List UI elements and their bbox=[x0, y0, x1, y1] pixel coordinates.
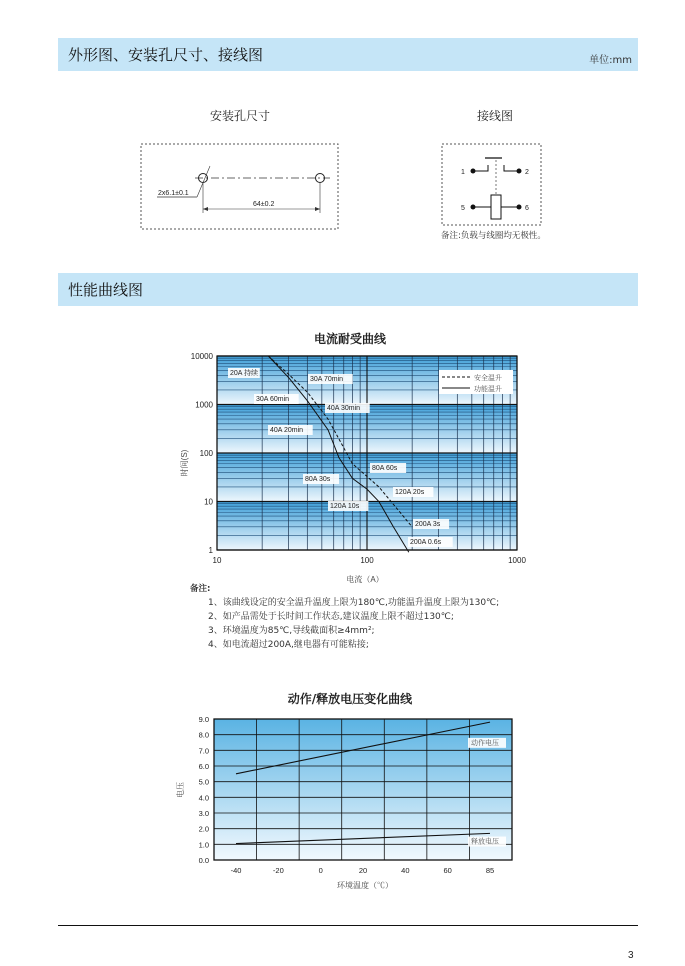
pin-2: 2 bbox=[525, 169, 529, 176]
legend-entry: 功能温升 bbox=[474, 386, 502, 393]
legend-entry: 安全温升 bbox=[474, 375, 502, 382]
section-header-dimensions bbox=[58, 38, 638, 71]
chart1-title: 电流耐受曲线 bbox=[313, 332, 386, 346]
annotation-label: 80A 30s bbox=[305, 476, 331, 483]
y-tick-label: 7.0 bbox=[198, 746, 209, 756]
pin-1: 1 bbox=[461, 169, 465, 176]
note-item: 1、该曲线设定的安全温升温度上限为180℃,功能温升温度上限为130℃; bbox=[208, 598, 500, 608]
y-tick-label: 9.0 bbox=[198, 715, 209, 724]
notes-block bbox=[190, 582, 499, 652]
hole-spacing-label: 64±0.2 bbox=[253, 201, 275, 208]
x-tick-label: 60 bbox=[443, 866, 452, 875]
annotation-label: 40A 30min bbox=[327, 405, 361, 412]
x-tick-label: 100 bbox=[360, 556, 374, 565]
y-tick-label: 1 bbox=[208, 546, 213, 555]
hole-size-label: 2x6.1±0.1 bbox=[158, 190, 189, 197]
annotation-label: 120A 10s bbox=[330, 503, 360, 510]
wiring-title: 接线图 bbox=[476, 109, 513, 123]
mounting-title: 安装孔尺寸 bbox=[209, 109, 270, 123]
annotation-label: 30A 60min bbox=[256, 396, 290, 403]
y-tick-label: 10000 bbox=[190, 352, 213, 361]
annotation-label: 40A 20min bbox=[270, 427, 304, 434]
x-tick-label: 40 bbox=[401, 866, 410, 875]
section-title: 外形图、安装孔尺寸、接线图 bbox=[68, 46, 264, 64]
y-tick-label: 10 bbox=[204, 497, 213, 507]
x-tick-label: 0 bbox=[318, 866, 323, 875]
annotation-label: 200A 3s bbox=[415, 521, 441, 528]
x-tick-label: -20 bbox=[272, 866, 284, 875]
y-tick-label: 1000 bbox=[195, 400, 213, 410]
y-tick-label: 100 bbox=[199, 449, 213, 458]
page-number: 3 bbox=[628, 950, 634, 961]
annotation-label: 120A 20s bbox=[395, 489, 425, 496]
note-item: 2、如产品需处于长时间工作状态,建议温度上限不超过130℃; bbox=[208, 612, 454, 622]
notes-heading: 备注: bbox=[190, 584, 211, 594]
section-title: 性能曲线图 bbox=[68, 281, 144, 299]
note-item: 4、如电流超过200A,继电器有可能粘接; bbox=[208, 640, 369, 650]
pin-5: 5 bbox=[461, 205, 465, 212]
annotation-label: 20A 持续 bbox=[230, 370, 259, 377]
wiring-note: 备注:负载与线圈均无极性。 bbox=[441, 231, 546, 241]
y-tick-label: 1.0 bbox=[198, 840, 209, 850]
x-axis-label: 环境温度（℃） bbox=[337, 881, 393, 890]
current-withstand-chart bbox=[160, 348, 530, 588]
mounting-hole-diagram bbox=[140, 143, 340, 231]
footer-rule bbox=[58, 925, 638, 926]
y-tick-label: 5.0 bbox=[198, 777, 209, 787]
y-tick-label: 3.0 bbox=[198, 809, 209, 818]
x-tick-label: 10 bbox=[212, 556, 222, 565]
note-item: 3、环境温度为85℃,导线截面积≥4mm²; bbox=[208, 626, 375, 636]
section-header-performance bbox=[58, 273, 638, 306]
y-axis-label: 时间(S) bbox=[180, 449, 189, 477]
y-tick-label: 2.0 bbox=[198, 824, 209, 834]
pin-6: 6 bbox=[525, 205, 529, 212]
y-tick-label: 4.0 bbox=[198, 793, 209, 803]
y-tick-label: 6.0 bbox=[198, 762, 209, 771]
y-axis-label: 电压 bbox=[176, 782, 185, 798]
voltage-temperature-chart bbox=[170, 712, 520, 898]
x-axis-label: 电流（A） bbox=[346, 575, 384, 584]
chart2-title: 动作/释放电压变化曲线 bbox=[287, 692, 413, 706]
y-tick-label: 8.0 bbox=[198, 730, 209, 740]
annotation-label: 30A 70min bbox=[310, 376, 344, 383]
y-tick-label: 0.0 bbox=[198, 856, 209, 865]
x-tick-label: 1000 bbox=[508, 556, 526, 565]
x-tick-label: -40 bbox=[230, 866, 242, 875]
annotation-label: 80A 60s bbox=[372, 465, 398, 472]
x-tick-label: 20 bbox=[358, 866, 368, 875]
wiring-diagram bbox=[441, 143, 543, 227]
unit-label: 单位:mm bbox=[589, 55, 632, 66]
annotation-label: 200A 0.6s bbox=[410, 539, 442, 546]
series-label: 释放电压 bbox=[471, 838, 499, 846]
x-tick-label: 85 bbox=[485, 866, 495, 875]
series-label: 动作电压 bbox=[471, 739, 499, 747]
